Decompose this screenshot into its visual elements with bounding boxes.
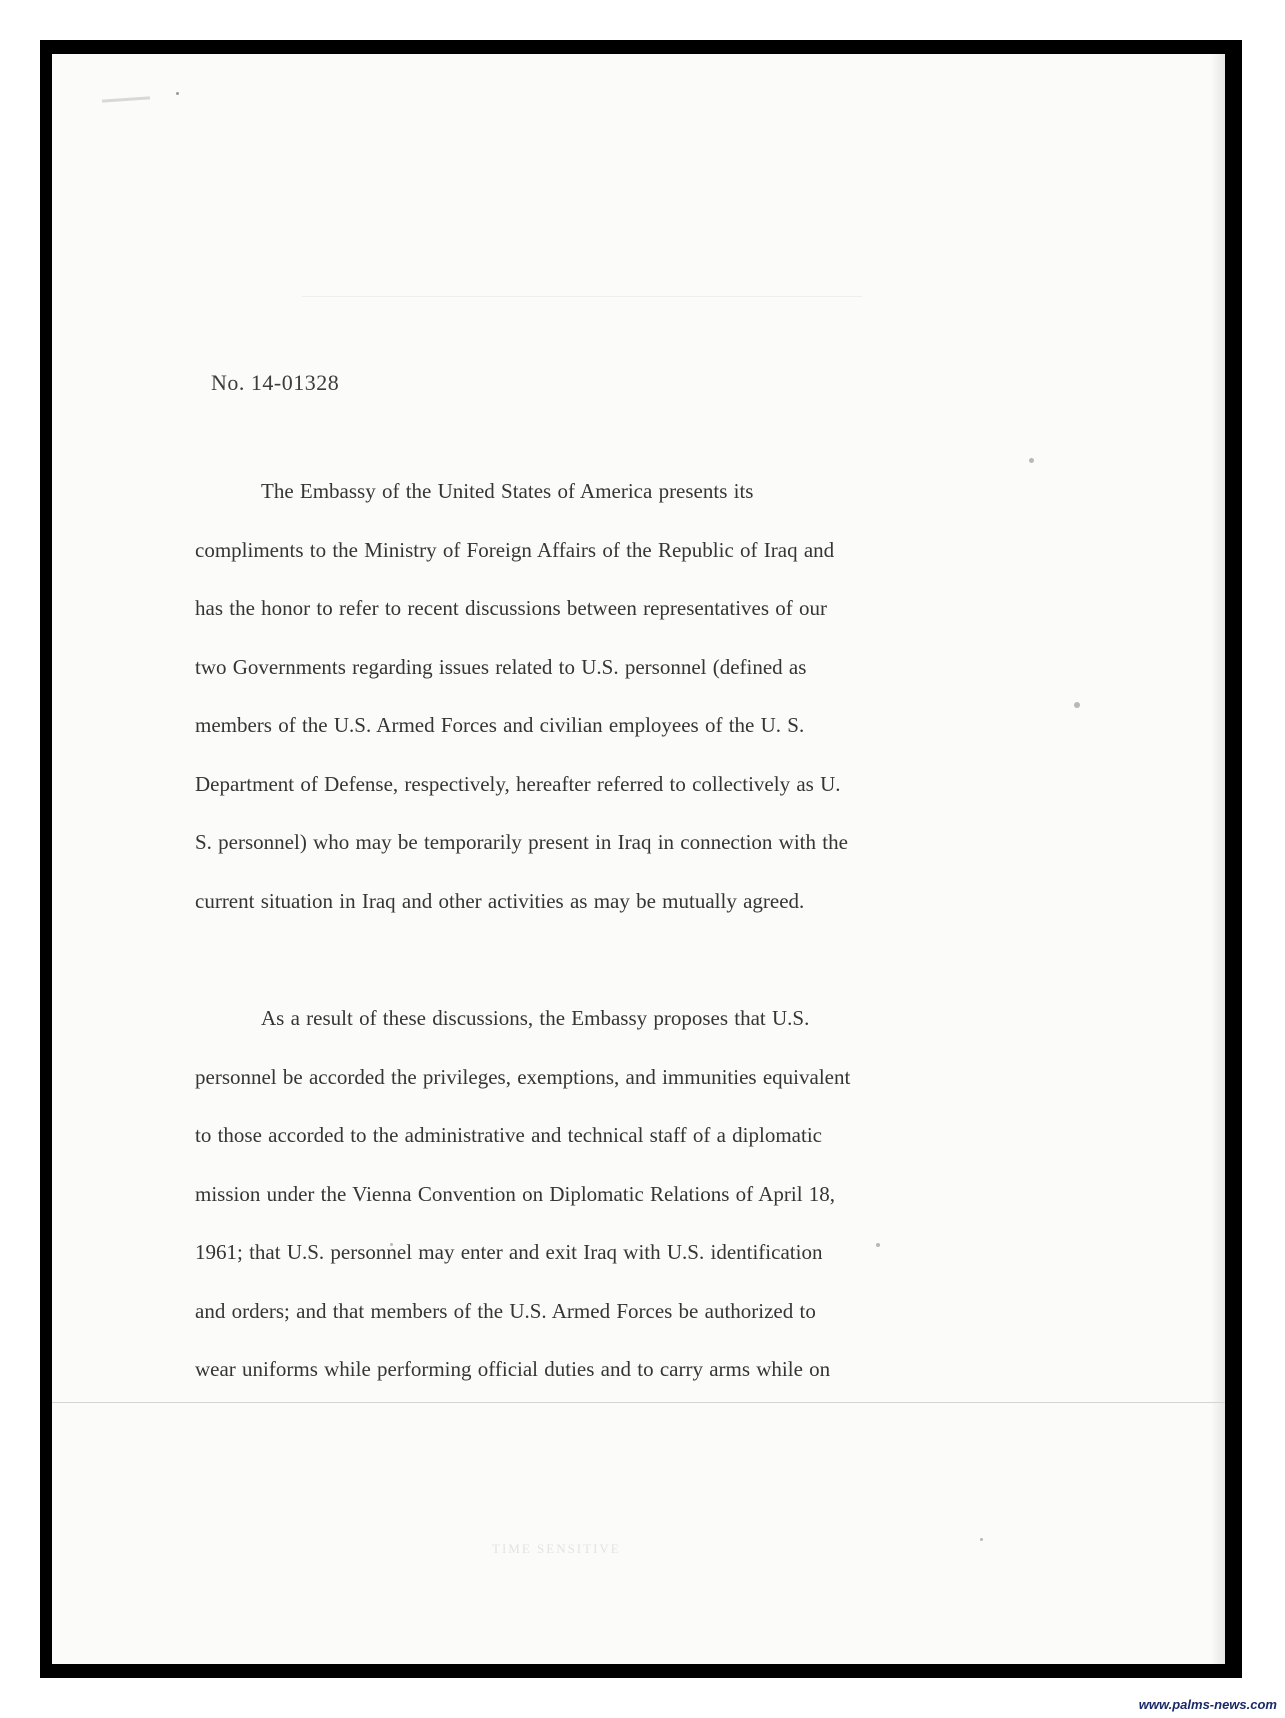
document-frame <box>40 40 1242 1678</box>
text-line: current situation in Iraq and other activities as may be mutually agreed. <box>195 888 805 913</box>
text-line: S. personnel) who may be temporarily present in Iraq in connection with the <box>195 830 848 854</box>
text-line: has the honor to refer to recent discussions between representatives of our <box>195 596 828 620</box>
text-line: to those accorded to the administrative and technical staff of a diplomatic <box>195 1123 822 1147</box>
scan-edge-shadow <box>1211 54 1225 1664</box>
faint-scan-line <box>302 296 862 297</box>
text-line: The Embassy of the United States of America presents its <box>261 479 754 503</box>
text-line: wear uniforms while performing official duties and to carry arms while on <box>195 1357 831 1381</box>
text-line: compliments to the Ministry of Foreign Affairs of the Republic of Iraq and <box>195 537 835 562</box>
text-line: members of the U.S. Armed Forces and civilian employees of the U. S. <box>195 713 805 737</box>
text-line: personnel be accorded the privileges, exemptions, and immunities equivalent <box>195 1064 851 1089</box>
text-line: mission under the Vienna Convention on Diplomatic Relations of April 18, <box>195 1181 836 1206</box>
scanned-page <box>52 54 1225 1664</box>
scan-artifact-mark <box>102 96 150 102</box>
scan-speck <box>980 1538 983 1541</box>
faint-footer-stamp: TIME SENSITIVE <box>492 1541 621 1556</box>
scan-speck <box>1029 458 1034 463</box>
paragraph-introduction <box>195 462 955 930</box>
text-line: As a result of these discussions, the Embassy proposes that U.S. <box>261 1006 810 1030</box>
paragraph-proposal <box>195 989 955 1399</box>
scan-artifact-dot <box>176 92 179 95</box>
text-line: and orders; and that members of the U.S. Armed Forces be authorized to <box>195 1298 816 1323</box>
page-fold-line <box>52 1402 1225 1403</box>
scan-speck <box>1074 702 1080 708</box>
document-number: No. 14-01328 <box>211 370 340 395</box>
text-line: 1961; that U.S. personnel may enter and exit Iraq with U.S. identification <box>195 1240 823 1264</box>
text-line: two Governments regarding issues related to U.S. personnel (defined as <box>195 654 807 679</box>
source-credit: www.palms-news.com <box>1138 1697 1277 1712</box>
text-line: Department of Defense, respectively, hereafter referred to collectively as U. <box>195 771 841 796</box>
